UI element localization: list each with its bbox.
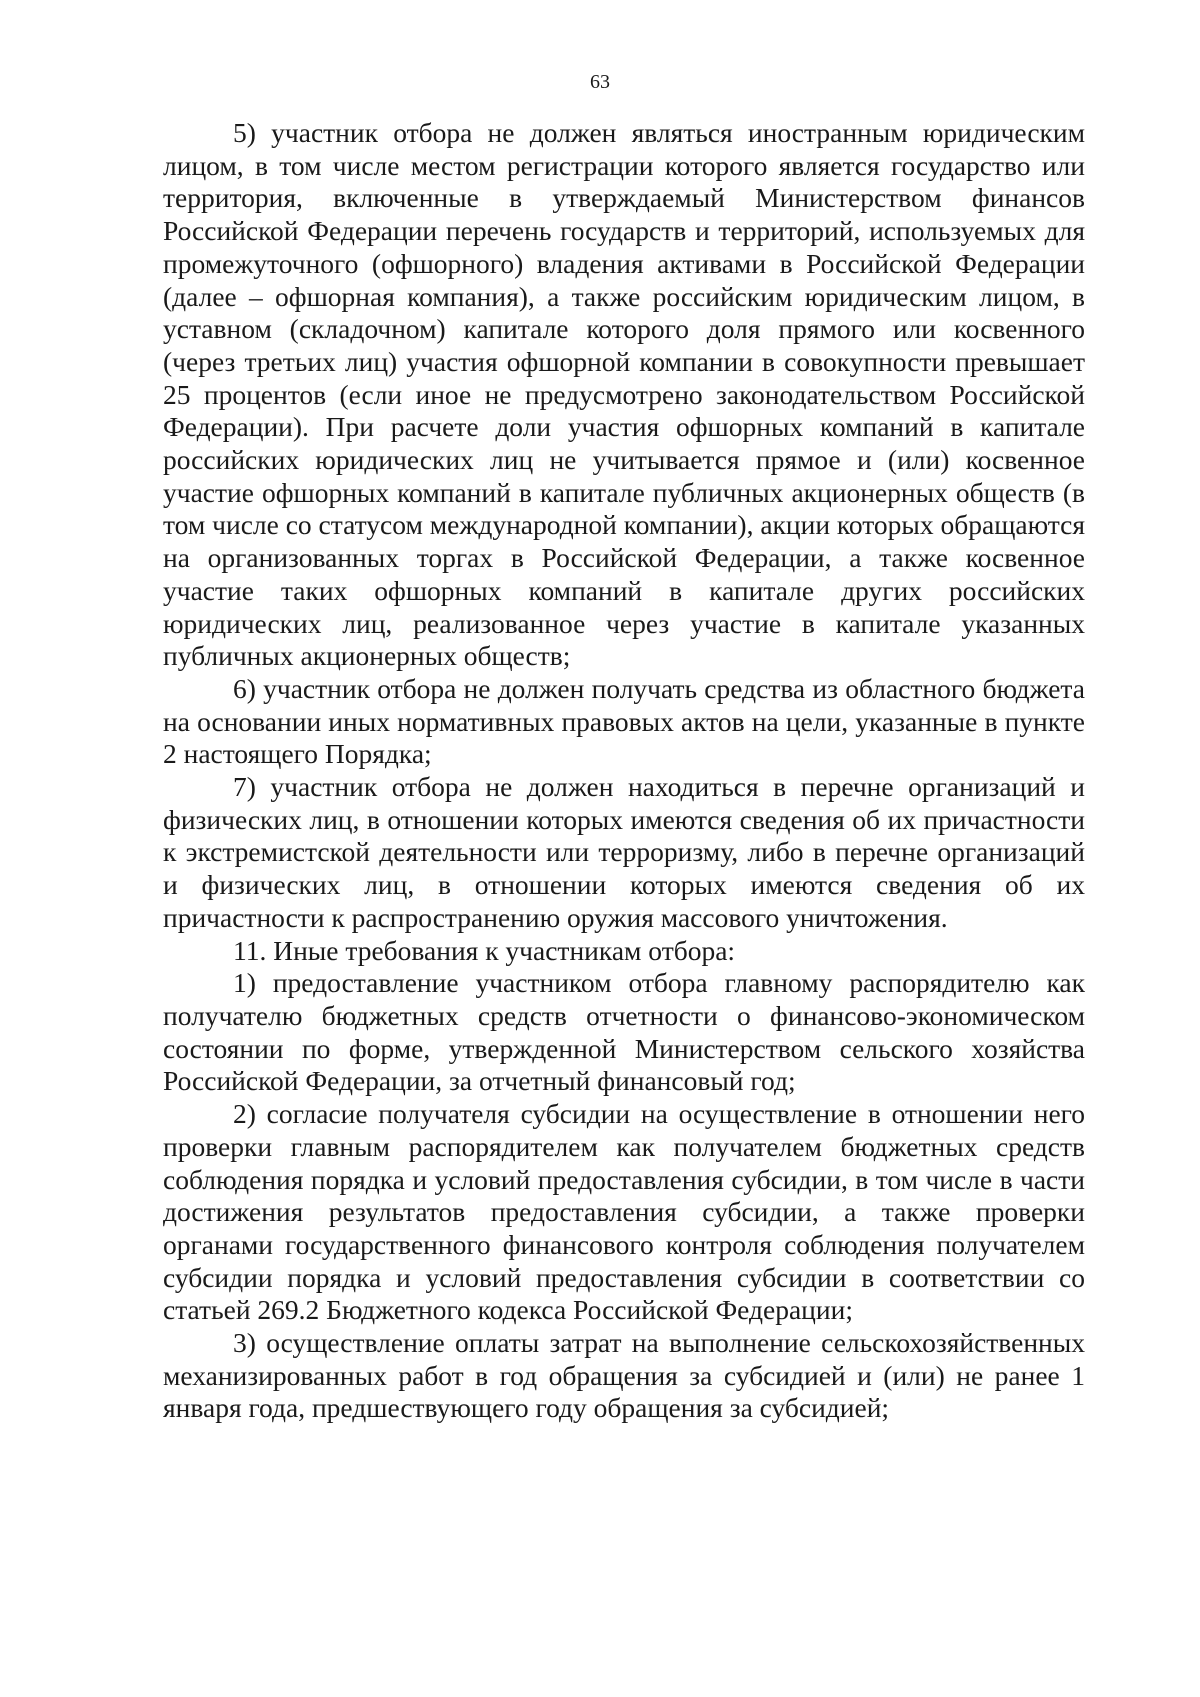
paragraph-subitem-2: 2) согласие получателя субсидии на осуществление в отношении него проверки главным распорядителем как получателем бюджетных средств соблюдения порядка и условий предоставления субсидии, в том числе в части достижения результатов предоставления субсидии, а также проверки органами государственного финансового контроля соблюдения получателем субсидии порядка и условий предоставления субсидии в соответствии со статьей 269.2 Бюджетного кодекса Российской Федерации; (163, 1098, 1085, 1326)
paragraph-item-6: 6) участник отбора не должен получать средства из областного бюджета на основании иных нормативных правовых актов на цели, указанные в пункте 2 настоящего Порядка; (163, 672, 1085, 770)
paragraph-subitem-1: 1) предоставление участником отбора главному распорядителю как получателю бюджетных средств отчетности о финансово-экономическом состоянии по форме, утвержденной Министерством сельского хозяйства Российской Федерации, за отчетный финансовый год; (163, 967, 1085, 1097)
section-heading-11: 11. Иные требования к участникам отбора: (233, 934, 736, 966)
page-number: 63 (590, 71, 610, 93)
paragraph-item-5: 5) участник отбора не должен являться иностранным юридическим лицом, в том числе местом регистрации которого является государство или территория, включенные в утверждаемый Министерством финансов Российской Федерации перечень государств и территорий, используемых для промежуточного (офшорного) владения активами в Российской Федерации (далее – офшорная компания), а также российским юридическим лицом, в уставном (складочном) капитале которого доля прямого или косвенного (через третьих лиц) участия офшорной компании в совокупности превышает 25 процентов (если иное не предусмотрено законодательством Российской Федерации). При расчете доли участия офшорных компаний в капитале российских юридических лиц не учитывается прямое и (или) косвенное участие офшорных компаний в капитале публичных акционерных обществ (в том числе со статусом международной компании), акции которых обращаются на организованных торгах в Российской Федерации, а также косвенное участие таких офшорных компаний в капитале других российских юридических лиц, реализованное через участие в капитале указанных публичных акционерных обществ; (163, 117, 1085, 672)
paragraph-subitem-3: 3) осуществление оплаты затрат на выполнение сельскохозяйственных механизированных работ в год обращения за субсидией и (или) не ранее 1 января года, предшествующего году обращения за субсидией; (163, 1327, 1085, 1424)
document-body (163, 117, 1085, 1425)
paragraph-item-7: 7) участник отбора не должен находиться в перечне организаций и физических лиц, в отношении которых имеются сведения об их причастности к экстремистской деятельности или терроризму, либо в перечне организаций и физических лиц, в отношении которых имеются сведения об их причастности к распространению оружия массового уничтожения. (163, 771, 1085, 933)
